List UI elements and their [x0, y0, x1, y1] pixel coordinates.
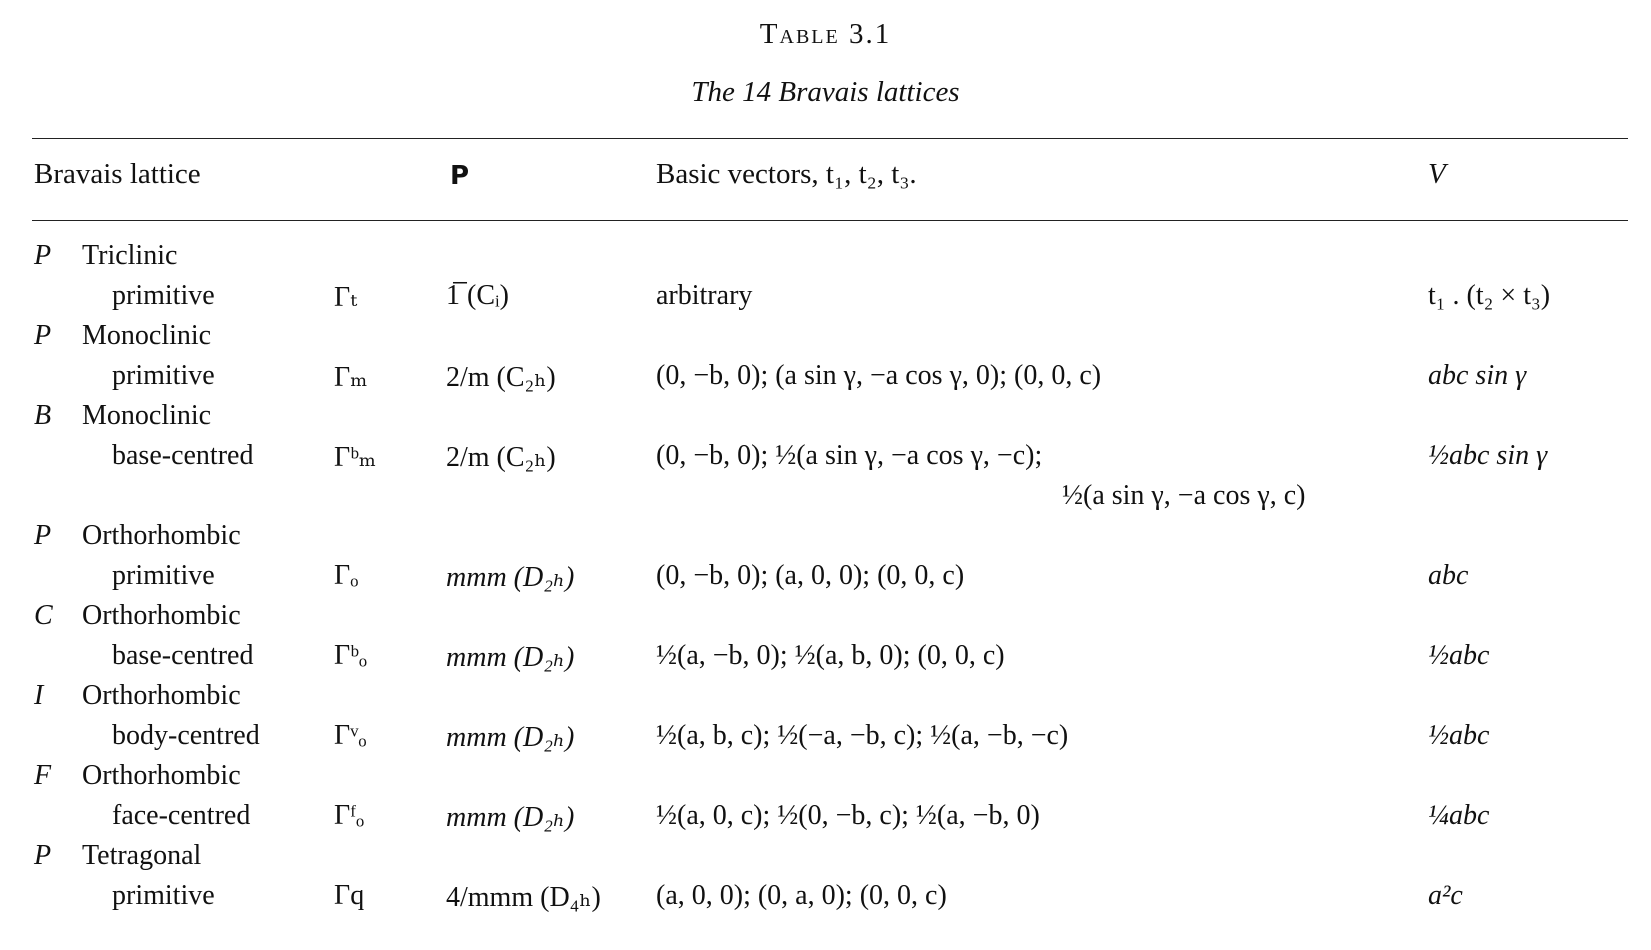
row-4-vectors: ½(a, −b, 0); ½(a, b, 0); (0, 0, c) [656, 640, 1005, 671]
row-5-volume: ½abc [1428, 720, 1490, 751]
row-3-point-group: mmm (D₂ₕ) [446, 562, 575, 593]
row-2-volume: ½abc sin γ [1428, 440, 1548, 471]
header-top-rule [32, 138, 1628, 139]
row-4-symbol: C [34, 600, 53, 631]
row-2-point-group: 2/m (C₂ₕ) [446, 442, 556, 473]
row-3-symbol: P [34, 520, 52, 551]
row-2-symbol: B [34, 400, 52, 431]
row-4-point-group: mmm (D₂ₕ) [446, 642, 575, 673]
row-3-volume: abc [1428, 560, 1469, 591]
row-1-gamma: Γₘ [334, 362, 368, 393]
row-4-kind: base-centred [112, 640, 254, 671]
row-7-system: Tetragonal [82, 840, 202, 871]
row-4-gamma: Γᵇₒ [334, 640, 367, 671]
row-6-vectors: ½(a, 0, c); ½(0, −b, c); ½(a, −b, 0) [656, 800, 1040, 831]
row-1-point-group: 2/m (C₂ₕ) [446, 362, 556, 393]
row-6-gamma: Γᶠₒ [334, 800, 365, 831]
row-7-volume: a²c [1428, 880, 1463, 911]
row-5-vectors: ½(a, b, c); ½(−a, −b, c); ½(a, −b, −c) [656, 720, 1069, 751]
row-7-symbol: P [34, 840, 52, 871]
row-4-volume: ½abc [1428, 640, 1490, 671]
row-5-symbol: I [34, 680, 44, 711]
row-0-system: Triclinic [82, 240, 178, 271]
row-3-vectors: (0, −b, 0); (a, 0, 0); (0, 0, c) [656, 560, 965, 591]
header-point-group: P [450, 161, 470, 191]
row-7-gamma: Γq [334, 880, 365, 911]
row-0-gamma: Γₜ [334, 282, 358, 313]
row-0-vectors: arbitrary [656, 280, 753, 311]
row-6-volume: ¼abc [1428, 800, 1490, 831]
table-title: Table 3.1 [759, 18, 892, 50]
header-basic-vectors: Basic vectors, t₁, t₂, t₃. [656, 158, 917, 190]
row-6-system: Orthorhombic [82, 760, 241, 791]
row-6-point-group: mmm (D₂ₕ) [446, 802, 575, 833]
row-1-symbol: P [34, 320, 52, 351]
row-5-gamma: Γᵛₒ [334, 720, 367, 751]
row-3-system: Orthorhombic [82, 520, 241, 551]
row-7-point-group: 4/mmm (D₄ₕ) [446, 882, 601, 913]
row-2-gamma: Γᵇₘ [334, 442, 377, 473]
row-2-kind: base-centred [112, 440, 254, 471]
header-bravais-lattice: Bravais lattice [34, 158, 201, 190]
row-7-kind: primitive [112, 880, 215, 911]
header-bottom-rule [32, 220, 1628, 221]
row-0-symbol: P [34, 240, 52, 271]
row-3-gamma: Γₒ [334, 560, 359, 591]
row-6-kind: face-centred [112, 800, 251, 831]
row-1-vectors: (0, −b, 0); (a sin γ, −a cos γ, 0); (0, 0, c) [656, 360, 1102, 391]
row-1-kind: primitive [112, 360, 215, 391]
row-5-kind: body-centred [112, 720, 260, 751]
row-0-volume: t₁ . (t₂ × t₃) [1428, 280, 1551, 311]
row-5-system: Orthorhombic [82, 680, 241, 711]
row-1-system: Monoclinic [82, 320, 212, 351]
table-caption: The 14 Bravais lattices [691, 76, 960, 108]
header-volume: V [1428, 158, 1446, 190]
row-3-kind: primitive [112, 560, 215, 591]
row-1-volume: abc sin γ [1428, 360, 1527, 391]
row-2-system: Monoclinic [82, 400, 212, 431]
row-5-point-group: mmm (D₂ₕ) [446, 722, 575, 753]
row-2-vectors: (0, −b, 0); ½(a sin γ, −a cos γ, −c); [656, 440, 1043, 471]
row-2-vectors-continued: ½(a sin γ, −a cos γ, c) [1062, 480, 1306, 511]
row-6-symbol: F [34, 760, 52, 791]
row-0-point-group: 1̅ (Cᵢ) [446, 280, 509, 311]
row-4-system: Orthorhombic [82, 600, 241, 631]
row-0-kind: primitive [112, 280, 215, 311]
row-7-vectors: (a, 0, 0); (0, a, 0); (0, 0, c) [656, 880, 947, 911]
